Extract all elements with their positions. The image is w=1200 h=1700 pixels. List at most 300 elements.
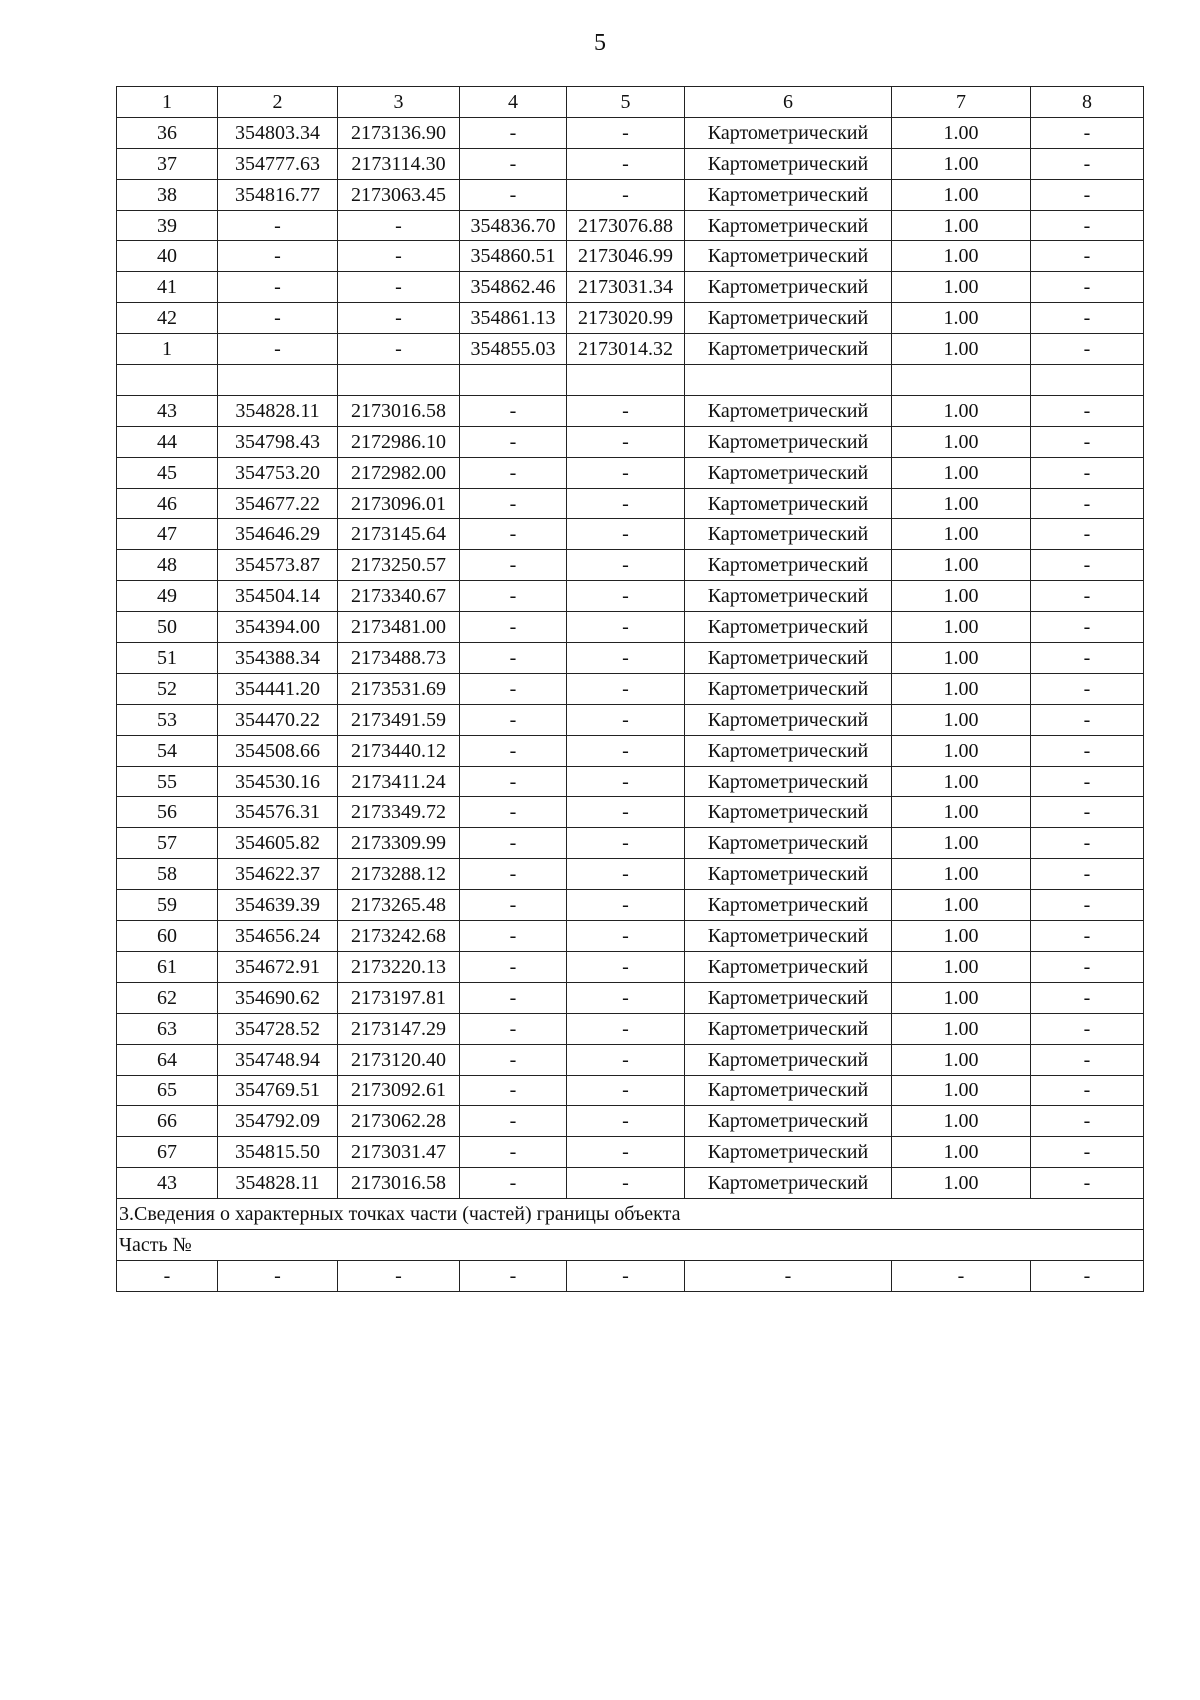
cell-point-number: 1 [117, 87, 218, 118]
cell-method: Картометрический [685, 1075, 892, 1106]
cell-description: - [1031, 581, 1144, 612]
cell-y-new: - [567, 673, 685, 704]
cell-point-number: 59 [117, 890, 218, 921]
cell-y-existing: - [338, 210, 460, 241]
cell-accuracy: 1.00 [892, 426, 1031, 457]
cell-description: - [1031, 704, 1144, 735]
cell-y-new: - [567, 797, 685, 828]
cell-description: - [1031, 550, 1144, 581]
cell-method: Картометрический [685, 643, 892, 674]
cell-y-existing: 2173120.40 [338, 1044, 460, 1075]
table-row [117, 859, 1144, 890]
cell-method: 6 [685, 87, 892, 118]
cell-method [685, 365, 892, 396]
table-row [117, 1137, 1144, 1168]
cell-accuracy: 1.00 [892, 859, 1031, 890]
cell-method: Картометрический [685, 117, 892, 148]
cell-y-new: - [567, 581, 685, 612]
cell-description: - [1031, 148, 1144, 179]
cell-x-existing: 354753.20 [218, 457, 338, 488]
cell-description: - [1031, 1168, 1144, 1199]
cell-method: Картометрический [685, 1106, 892, 1137]
cell-y-existing [338, 365, 460, 396]
table-row [117, 1168, 1144, 1199]
coordinates-table [116, 86, 1144, 1292]
cell-accuracy: 1.00 [892, 334, 1031, 365]
cell-x-existing: 354646.29 [218, 519, 338, 550]
cell-x-new: - [460, 704, 567, 735]
cell-x-existing: 354792.09 [218, 1106, 338, 1137]
cell-y-existing: 2172982.00 [338, 457, 460, 488]
cell-y-existing: 2173288.12 [338, 859, 460, 890]
section-title [117, 1199, 1144, 1230]
cell-x-existing [218, 365, 338, 396]
cell-method: Картометрический [685, 550, 892, 581]
cell-accuracy: 1.00 [892, 550, 1031, 581]
cell-method: Картометрический [685, 1013, 892, 1044]
cell-x-existing: 354815.50 [218, 1137, 338, 1168]
cell-y-existing: 2173220.13 [338, 951, 460, 982]
table-row [117, 581, 1144, 612]
cell-description: - [1031, 828, 1144, 859]
cell-description: - [1031, 334, 1144, 365]
cell-method: Картометрический [685, 488, 892, 519]
cell-y-new: 5 [567, 87, 685, 118]
cell-accuracy: 1.00 [892, 457, 1031, 488]
cell-y-existing: 2173063.45 [338, 179, 460, 210]
cell-y-existing: - [338, 241, 460, 272]
cell-description: - [1031, 488, 1144, 519]
cell-y-existing: 2173411.24 [338, 766, 460, 797]
cell-method: Картометрический [685, 210, 892, 241]
cell-y-existing: 2173114.30 [338, 148, 460, 179]
cell-x-existing: 354508.66 [218, 735, 338, 766]
cell-accuracy: 1.00 [892, 612, 1031, 643]
cell-x-new: - [460, 1075, 567, 1106]
cell-description: - [1031, 1137, 1144, 1168]
cell-x-existing: 354828.11 [218, 395, 338, 426]
cell-description [1031, 365, 1144, 396]
cell-y-existing: 2173242.68 [338, 921, 460, 952]
cell-method: Картометрический [685, 735, 892, 766]
cell-x-existing: 354748.94 [218, 1044, 338, 1075]
cell-accuracy: 1.00 [892, 797, 1031, 828]
cell-y-existing: 2173197.81 [338, 982, 460, 1013]
cell-x-new: - [460, 1168, 567, 1199]
cell-y-new [567, 365, 685, 396]
cell-y-existing: 2173136.90 [338, 117, 460, 148]
cell-description: - [1031, 519, 1144, 550]
cell-method: Картометрический [685, 1168, 892, 1199]
cell-x-existing: 354677.22 [218, 488, 338, 519]
cell-accuracy: 1.00 [892, 673, 1031, 704]
cell-method: Картометрический [685, 426, 892, 457]
cell-point-number: 44 [117, 426, 218, 457]
cell-x-new: 354861.13 [460, 303, 567, 334]
cell-x-existing: 354622.37 [218, 859, 338, 890]
cell-point-number: 36 [117, 117, 218, 148]
cell-x-new: 354860.51 [460, 241, 567, 272]
table-row [117, 921, 1144, 952]
cell-y-new: - [567, 859, 685, 890]
cell-x-existing: 354394.00 [218, 612, 338, 643]
cell-x-existing: 354803.34 [218, 117, 338, 148]
cell-method: Картометрический [685, 828, 892, 859]
cell-point-number: 48 [117, 550, 218, 581]
cell-method: Картометрический [685, 519, 892, 550]
cell-point-number: 62 [117, 982, 218, 1013]
table-row [117, 828, 1144, 859]
cell-accuracy: 1.00 [892, 117, 1031, 148]
cell-x-new: - [460, 426, 567, 457]
cell-description: - [1031, 1075, 1144, 1106]
cell-point-number: 47 [117, 519, 218, 550]
cell-x-new: - [460, 1044, 567, 1075]
cell-x-new: - [460, 797, 567, 828]
cell-description: - [1031, 1106, 1144, 1137]
cell-x-new: - [460, 1260, 567, 1291]
cell-point-number: 1 [117, 334, 218, 365]
cell-y-existing: 3 [338, 87, 460, 118]
cell-y-existing: 2173309.99 [338, 828, 460, 859]
cell-x-existing: 354504.14 [218, 581, 338, 612]
cell-point-number: 40 [117, 241, 218, 272]
cell-method: Картометрический [685, 951, 892, 982]
cell-y-existing: 2173340.67 [338, 581, 460, 612]
cell-point-number: 66 [117, 1106, 218, 1137]
cell-method: Картометрический [685, 797, 892, 828]
cell-x-new: 354862.46 [460, 272, 567, 303]
cell-y-new: - [567, 1168, 685, 1199]
table-row-empty-part [117, 1260, 1144, 1291]
table-row [117, 148, 1144, 179]
cell-x-new: - [460, 1137, 567, 1168]
cell-y-new: - [567, 735, 685, 766]
cell-accuracy: 7 [892, 87, 1031, 118]
cell-description: - [1031, 457, 1144, 488]
cell-point-number: 43 [117, 395, 218, 426]
cell-point-number: 64 [117, 1044, 218, 1075]
table-row [117, 797, 1144, 828]
cell-y-existing: 2172986.10 [338, 426, 460, 457]
cell-x-existing: 354573.87 [218, 550, 338, 581]
cell-method: Картометрический [685, 241, 892, 272]
cell-accuracy: 1.00 [892, 1044, 1031, 1075]
cell-y-new: - [567, 766, 685, 797]
cell-x-new: - [460, 951, 567, 982]
cell-accuracy: 1.00 [892, 581, 1031, 612]
cell-y-new: - [567, 828, 685, 859]
cell-y-existing: 2173488.73 [338, 643, 460, 674]
table-header-row [117, 87, 1144, 118]
cell-accuracy: 1.00 [892, 1137, 1031, 1168]
cell-y-existing: - [338, 1260, 460, 1291]
cell-y-new: - [567, 488, 685, 519]
cell-accuracy: 1.00 [892, 1168, 1031, 1199]
cell-y-existing: 2173440.12 [338, 735, 460, 766]
cell-x-existing: - [218, 334, 338, 365]
cell-description: - [1031, 673, 1144, 704]
cell-y-existing: 2173096.01 [338, 488, 460, 519]
cell-x-new: - [460, 673, 567, 704]
cell-method: Картометрический [685, 1137, 892, 1168]
table-row [117, 1106, 1144, 1137]
cell-x-new: 4 [460, 87, 567, 118]
cell-y-new: - [567, 982, 685, 1013]
cell-description: - [1031, 1013, 1144, 1044]
cell-y-new: - [567, 643, 685, 674]
cell-description: - [1031, 859, 1144, 890]
cell-method: Картометрический [685, 395, 892, 426]
table-row [117, 117, 1144, 148]
cell-y-new: - [567, 148, 685, 179]
table-row [117, 1075, 1144, 1106]
cell-x-new: - [460, 148, 567, 179]
cell-description: - [1031, 210, 1144, 241]
cell-point-number: 49 [117, 581, 218, 612]
cell-y-existing: - [338, 303, 460, 334]
cell-point-number: 37 [117, 148, 218, 179]
cell-point-number: 50 [117, 612, 218, 643]
cell-x-new: - [460, 921, 567, 952]
cell-y-new: - [567, 951, 685, 982]
table-row [117, 303, 1144, 334]
cell-x-existing: 354605.82 [218, 828, 338, 859]
cell-y-new: - [567, 921, 685, 952]
cell-y-new: - [567, 890, 685, 921]
cell-accuracy: 1.00 [892, 488, 1031, 519]
cell-x-new: - [460, 859, 567, 890]
cell-y-new: - [567, 519, 685, 550]
table-row [117, 519, 1144, 550]
cell-accuracy: 1.00 [892, 303, 1031, 334]
cell-accuracy: 1.00 [892, 921, 1031, 952]
cell-point-number [117, 365, 218, 396]
cell-point-number: 39 [117, 210, 218, 241]
cell-method: Картометрический [685, 859, 892, 890]
cell-method: Картометрический [685, 612, 892, 643]
cell-x-existing: 354576.31 [218, 797, 338, 828]
page-number: 5 [594, 30, 606, 56]
cell-y-new: - [567, 1013, 685, 1044]
cell-accuracy: 1.00 [892, 1075, 1031, 1106]
cell-method: - [685, 1260, 892, 1291]
table-row [117, 951, 1144, 982]
cell-description: - [1031, 241, 1144, 272]
part-label [117, 1229, 1144, 1260]
cell-y-new: - [567, 179, 685, 210]
cell-x-existing: 354441.20 [218, 673, 338, 704]
cell-y-new: - [567, 1260, 685, 1291]
cell-accuracy: 1.00 [892, 643, 1031, 674]
table-row [117, 643, 1144, 674]
cell-y-existing: 2173016.58 [338, 395, 460, 426]
cell-y-new: 2173076.88 [567, 210, 685, 241]
cell-method: Картометрический [685, 179, 892, 210]
cell-point-number: 52 [117, 673, 218, 704]
cell-x-existing: - [218, 241, 338, 272]
table-row [117, 890, 1144, 921]
cell-x-new: - [460, 735, 567, 766]
cell-y-new: 2173031.34 [567, 272, 685, 303]
cell-description: - [1031, 982, 1144, 1013]
cell-x-new: - [460, 982, 567, 1013]
cell-accuracy: - [892, 1260, 1031, 1291]
cell-y-new: - [567, 1106, 685, 1137]
cell-y-existing: 2173265.48 [338, 890, 460, 921]
cell-y-new: - [567, 550, 685, 581]
cell-y-new: - [567, 426, 685, 457]
cell-description: - [1031, 890, 1144, 921]
cell-description: - [1031, 1260, 1144, 1291]
cell-x-existing: 354672.91 [218, 951, 338, 982]
cell-x-new: - [460, 766, 567, 797]
table-row [117, 272, 1144, 303]
cell-x-new: - [460, 1106, 567, 1137]
cell-point-number: 38 [117, 179, 218, 210]
cell-y-new: 2173046.99 [567, 241, 685, 272]
table-row [117, 395, 1144, 426]
cell-method: Картометрический [685, 303, 892, 334]
cell-method: Картометрический [685, 148, 892, 179]
table-row [117, 735, 1144, 766]
cell-accuracy: 1.00 [892, 148, 1031, 179]
cell-y-new: - [567, 1137, 685, 1168]
cell-point-number: 55 [117, 766, 218, 797]
cell-y-new: - [567, 117, 685, 148]
cell-method: Картометрический [685, 581, 892, 612]
cell-description: 8 [1031, 87, 1144, 118]
cell-x-new: - [460, 519, 567, 550]
cell-point-number: 54 [117, 735, 218, 766]
cell-point-number: 57 [117, 828, 218, 859]
cell-method: Картометрический [685, 921, 892, 952]
table-row [117, 982, 1144, 1013]
cell-point-number: 41 [117, 272, 218, 303]
cell-x-existing: 354690.62 [218, 982, 338, 1013]
cell-x-existing: 2 [218, 87, 338, 118]
cell-x-existing: - [218, 1260, 338, 1291]
cell-point-number: 45 [117, 457, 218, 488]
cell-x-new: - [460, 828, 567, 859]
table-row [117, 241, 1144, 272]
cell-y-new: - [567, 1075, 685, 1106]
cell-y-existing: 2173062.28 [338, 1106, 460, 1137]
cell-x-existing: - [218, 272, 338, 303]
cell-y-new: 2173020.99 [567, 303, 685, 334]
cell-point-number: 63 [117, 1013, 218, 1044]
cell-y-new: - [567, 457, 685, 488]
cell-accuracy: 1.00 [892, 735, 1031, 766]
table-row [117, 766, 1144, 797]
cell-description: - [1031, 395, 1144, 426]
cell-x-new: 354836.70 [460, 210, 567, 241]
cell-description: - [1031, 303, 1144, 334]
cell-description: - [1031, 1044, 1144, 1075]
cell-x-existing: 354816.77 [218, 179, 338, 210]
part-label-text: Часть № [117, 1229, 1144, 1260]
cell-y-existing: - [338, 334, 460, 365]
table-row [117, 334, 1144, 365]
cell-point-number: 56 [117, 797, 218, 828]
cell-accuracy: 1.00 [892, 395, 1031, 426]
cell-x-existing: 354656.24 [218, 921, 338, 952]
cell-point-number: 51 [117, 643, 218, 674]
cell-y-new: - [567, 612, 685, 643]
cell-y-existing: 2173349.72 [338, 797, 460, 828]
table-row [117, 1013, 1144, 1044]
cell-accuracy: 1.00 [892, 951, 1031, 982]
cell-method: Картометрический [685, 982, 892, 1013]
table-row [117, 426, 1144, 457]
cell-accuracy: 1.00 [892, 1106, 1031, 1137]
cell-y-existing: 2173531.69 [338, 673, 460, 704]
cell-x-existing: 354728.52 [218, 1013, 338, 1044]
cell-method: Картометрический [685, 1044, 892, 1075]
cell-x-new: - [460, 457, 567, 488]
cell-x-new: - [460, 395, 567, 426]
cell-y-new: - [567, 1044, 685, 1075]
cell-x-existing: 354388.34 [218, 643, 338, 674]
table-row [117, 612, 1144, 643]
cell-description: - [1031, 951, 1144, 982]
cell-method: Картометрический [685, 766, 892, 797]
table-row [117, 550, 1144, 581]
cell-y-existing: 2173147.29 [338, 1013, 460, 1044]
cell-point-number: 43 [117, 1168, 218, 1199]
section-title-text: 3.Сведения о характерных точках части (частей) границы объекта [117, 1199, 1144, 1230]
cell-accuracy: 1.00 [892, 519, 1031, 550]
cell-y-existing: 2173145.64 [338, 519, 460, 550]
table-row [117, 1044, 1144, 1075]
cell-y-existing: 2173092.61 [338, 1075, 460, 1106]
cell-point-number: 65 [117, 1075, 218, 1106]
cell-x-existing: 354828.11 [218, 1168, 338, 1199]
table-row [117, 179, 1144, 210]
cell-x-new: - [460, 488, 567, 519]
table-row [117, 704, 1144, 735]
cell-x-new: - [460, 550, 567, 581]
cell-method: Картометрический [685, 334, 892, 365]
cell-point-number: - [117, 1260, 218, 1291]
cell-y-existing: 2173031.47 [338, 1137, 460, 1168]
cell-x-existing: 354470.22 [218, 704, 338, 735]
cell-x-new: - [460, 612, 567, 643]
cell-y-new: - [567, 704, 685, 735]
cell-point-number: 46 [117, 488, 218, 519]
cell-accuracy: 1.00 [892, 828, 1031, 859]
cell-accuracy: 1.00 [892, 982, 1031, 1013]
cell-point-number: 53 [117, 704, 218, 735]
cell-description: - [1031, 426, 1144, 457]
cell-method: Картометрический [685, 704, 892, 735]
cell-method: Картометрический [685, 890, 892, 921]
cell-x-new: - [460, 179, 567, 210]
cell-x-existing: 354530.16 [218, 766, 338, 797]
cell-description: - [1031, 179, 1144, 210]
cell-accuracy [892, 365, 1031, 396]
table-row [117, 365, 1144, 396]
cell-x-new: - [460, 890, 567, 921]
cell-description: - [1031, 766, 1144, 797]
cell-x-existing: 354798.43 [218, 426, 338, 457]
cell-accuracy: 1.00 [892, 704, 1031, 735]
cell-accuracy: 1.00 [892, 179, 1031, 210]
cell-y-existing: - [338, 272, 460, 303]
cell-x-existing: 354639.39 [218, 890, 338, 921]
cell-point-number: 42 [117, 303, 218, 334]
cell-x-existing: 354777.63 [218, 148, 338, 179]
